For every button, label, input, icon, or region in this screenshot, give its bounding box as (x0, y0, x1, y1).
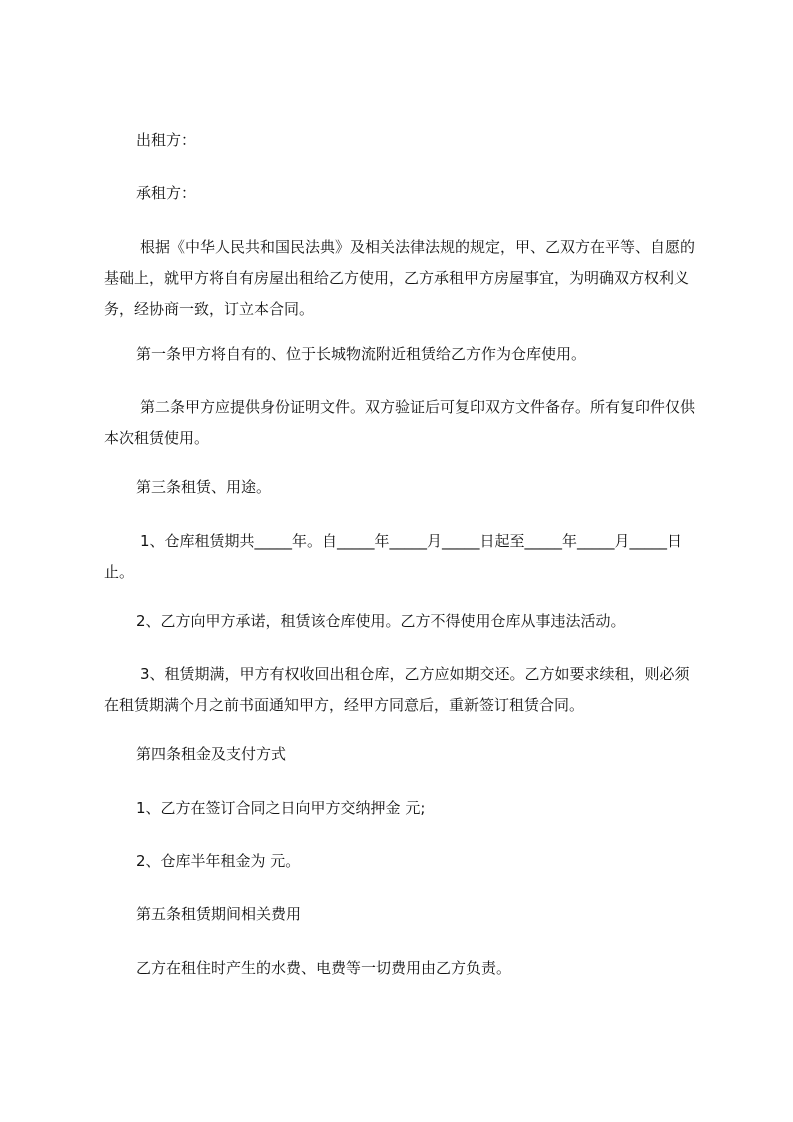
preamble-paragraph: 根据《中华人民共和国民法典》及相关法律法规的规定，甲、乙双方在平等、自愿的基础上，就甲方将自有房屋出租给乙方使用，乙方承租甲方房屋事宜，为明确双方权利义务，经协商一致，订立本合同。 (104, 238, 696, 318)
article-1-paragraph: 第一条甲方将自有的、位于长城物流附近租赁给乙方作为仓库使用。 (136, 345, 587, 363)
article-3-item-3: 3、租赁期满，甲方有权收回出租仓库，乙方应如期交还。乙方如要求续租，则必须在租赁期满个月之前书面通知甲方，经甲方同意后，重新签订租赁合同。 (104, 665, 690, 714)
article-5-paragraph: 乙方在租住时产生的水费、电费等一切费用由乙方负责。 (136, 959, 512, 977)
article-4-item-2: 2、仓库半年租金为 元。 (136, 852, 301, 870)
article-3-item-1: 1、仓库租赁期共_____年。自_____年_____月_____日起至_____年_____月_____日止。 (104, 532, 683, 581)
lessee-label: 承租方： (136, 184, 197, 202)
article-3-item-2: 2、乙方向甲方承诺，租赁该仓库使用。乙方不得使用仓库从事违法活动。 (136, 612, 626, 630)
article-4-heading: 第四条租金及支付方式 (136, 745, 287, 763)
article-2-paragraph: 第二条甲方应提供身份证明文件。双方验证后可复印双方文件备存。所有复印件仅供本次租赁使用。 (104, 398, 696, 447)
lessor-label: 出租方： (136, 131, 197, 149)
article-5-heading: 第五条租赁期间相关费用 (136, 905, 302, 923)
article-4-item-1: 1、乙方在签订合同之日向甲方交纳押金 元; (136, 799, 426, 817)
article-3-heading: 第三条租赁、用途。 (136, 478, 272, 496)
